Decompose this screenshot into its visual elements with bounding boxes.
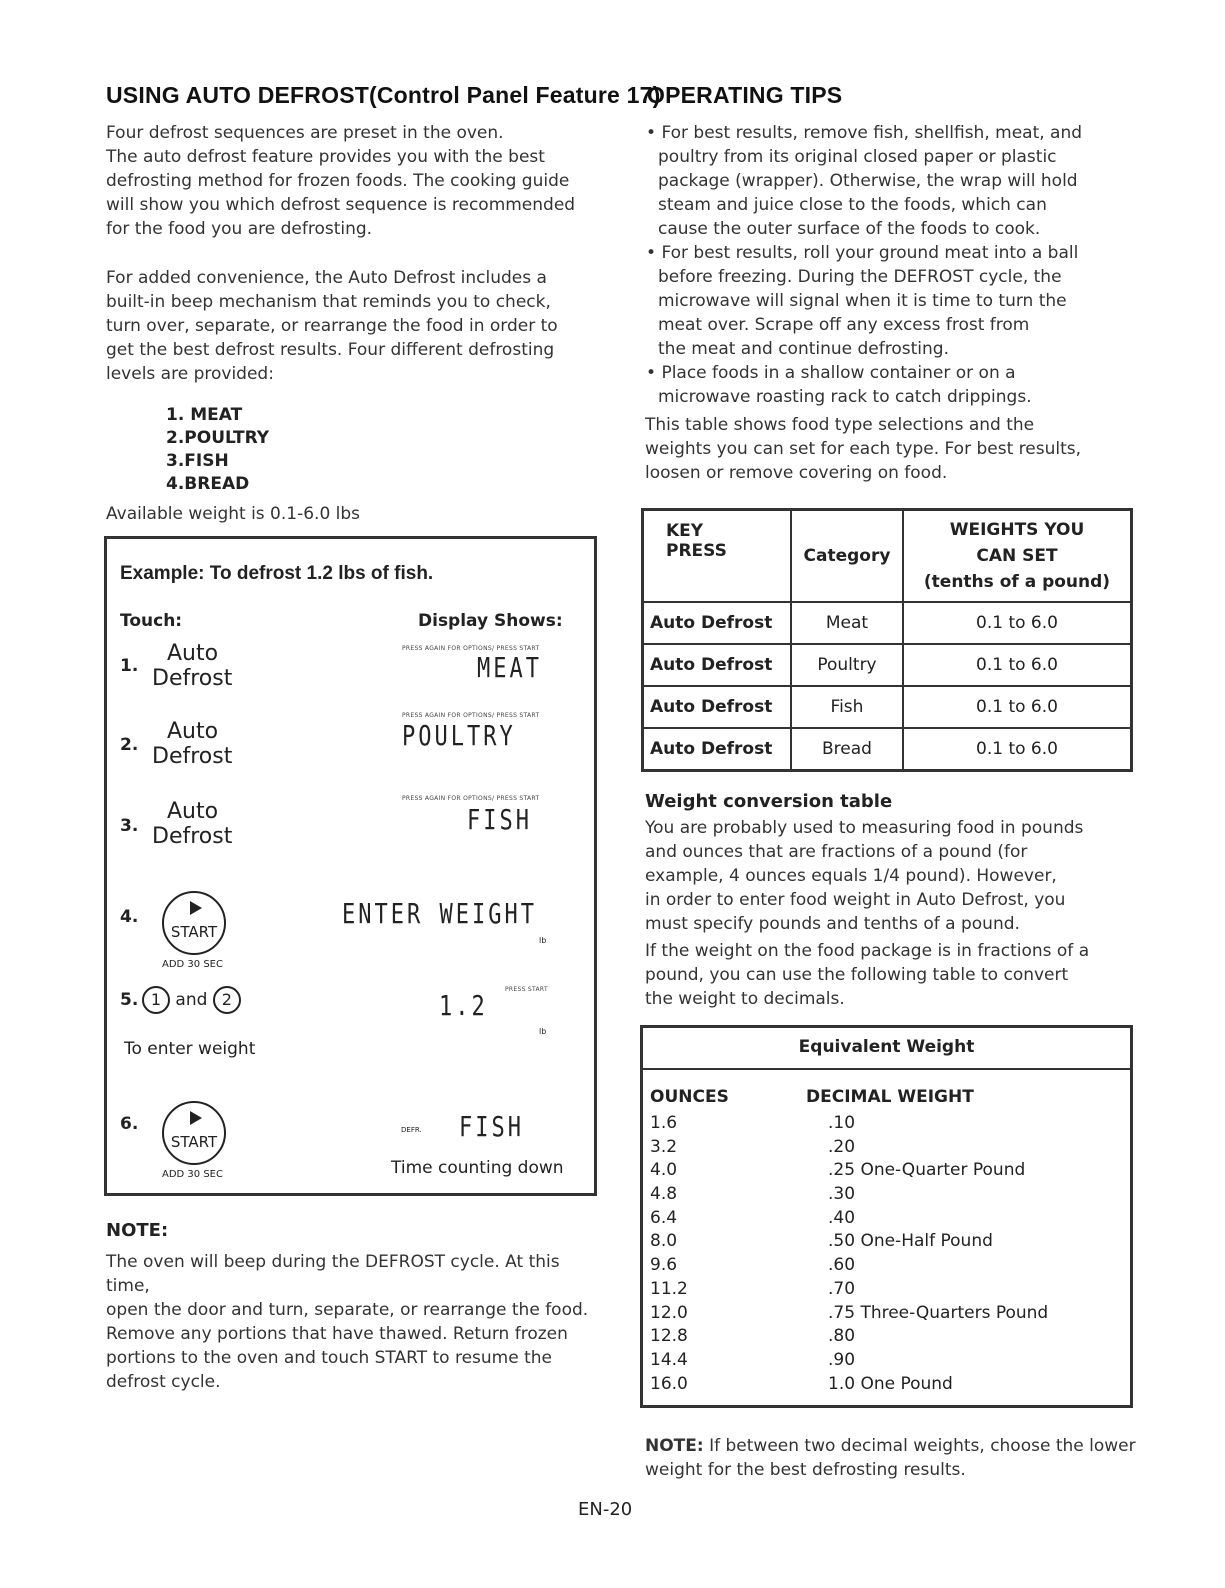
display-enter-weight: ENTER WEIGHT xyxy=(342,899,537,931)
table-row: 8.0 .50 One-Half Pound xyxy=(650,1231,993,1252)
table-row: 11.2 .70 xyxy=(650,1278,856,1299)
enter-weight-caption: To enter weight xyxy=(124,1039,256,1059)
display-meat: MEAT xyxy=(477,653,542,685)
table-row: 12.0 .75 Three-Quarters Pound xyxy=(650,1302,1049,1323)
convenience-paragraph: For added convenience, the Auto Defrost includes a built-in beep mechanism that reminds you to check, turn over, separate, or rearrange the food in order to get the best defrost results. Four different defrosting levels are provided: xyxy=(106,268,558,384)
table-row: 4.0 .25 One-Quarter Pound xyxy=(650,1160,1026,1181)
display-prompt: PRESS AGAIN FOR OPTIONS/ PRESS START xyxy=(402,712,540,719)
equivalent-weight-table xyxy=(640,1025,1133,1408)
touch-label: Touch: xyxy=(120,611,183,631)
step-number: 1. xyxy=(120,656,139,676)
column-header-ounces: OUNCES xyxy=(650,1087,729,1107)
table-row: 4.8 .30 xyxy=(650,1184,856,1205)
list-item: • Place foods in a shallow container or on a microwave roasting rack to catch drippings. xyxy=(646,363,1032,407)
list-item: 3.FISH xyxy=(166,451,229,471)
table-title: Equivalent Weight xyxy=(643,1028,1130,1070)
start-button[interactable]: START xyxy=(162,1101,226,1165)
table-row: 9.6 .60 xyxy=(650,1255,856,1276)
display-prompt: PRESS AGAIN FOR OPTIONS/ PRESS START xyxy=(402,645,540,652)
fractions-paragraph: If the weight on the food package is in fractions of a pound, you can use the following table to convert the weight to decimals. xyxy=(645,941,1090,1009)
table-row: Auto Defrost Bread 0.1 to 6.0 xyxy=(643,728,1132,771)
list-item: 4.BREAD xyxy=(166,474,250,494)
table-intro: This table shows food type selections and the weights you can set for each type. For best results, loosen or remove covering on food. xyxy=(645,415,1082,483)
equivalent-rows xyxy=(650,1112,1120,1396)
step-number: 4. xyxy=(120,907,139,927)
table-row: 16.0 1.0 One Pound xyxy=(650,1373,953,1394)
intro-paragraph: Four defrost sequences are preset in the oven. The auto defrost feature provides you with the best defrosting method for frozen foods. The cooking guide will show you which defrost sequence is recommended for the food you are defrosting. xyxy=(106,123,576,239)
table-row: 12.8 .80 xyxy=(650,1326,856,1347)
bottom-note: NOTE: If between two decimal weights, choose the lower weight for the best defrosting results. xyxy=(645,1436,1136,1480)
conversion-title: Weight conversion table xyxy=(645,791,893,812)
note-title: NOTE: xyxy=(106,1220,169,1241)
lb-unit: lb xyxy=(539,936,547,945)
defrost-levels-list xyxy=(166,404,269,496)
defr-indicator: DEFR. xyxy=(401,1126,422,1134)
countdown-caption: Time counting down xyxy=(391,1158,564,1178)
defrost-label: Defrost xyxy=(152,666,233,691)
lb-unit: lb xyxy=(539,1027,547,1036)
display-label: Display Shows: xyxy=(418,611,563,631)
table-row: 3.2 .20 xyxy=(650,1136,856,1157)
play-icon xyxy=(190,901,202,915)
step-number: 3. xyxy=(120,816,139,836)
list-item: 1. MEAT xyxy=(166,405,243,425)
table-row: 14.4 .90 xyxy=(650,1349,856,1370)
add-30-sec-label: ADD 30 SEC xyxy=(162,959,223,970)
step-number: 6. xyxy=(120,1114,139,1134)
add-30-sec-label: ADD 30 SEC xyxy=(162,1169,223,1180)
list-item: • For best results, remove fish, shellfish, meat, and poultry from its original closed paper or plastic package (wrapper). Otherwise, the wrap will hold steam and juice close to the foods, which can cause the outer surface of the foods to cook. xyxy=(646,123,1083,239)
example-title: Example: To defrost 1.2 lbs of fish. xyxy=(120,563,434,584)
column-header-decimal: DECIMAL WEIGHT xyxy=(806,1087,974,1107)
note-paragraph: The oven will beep during the DEFROST cycle. At this time, open the door and turn, separate, or rearrange the food. Remove any portions that have thawed. Return frozen portions to the oven and touch START to resume the defrost cycle. xyxy=(106,1252,589,1392)
conversion-paragraph: You are probably used to measuring food in pounds and ounces that are fractions of a pound (for example, 4 ounces equals 1/4 pound). However, in order to enter food weight in Auto Defrost, you must specify pounds and tenths of a pound. xyxy=(645,818,1084,934)
table-row: Auto Defrost Meat 0.1 to 6.0 xyxy=(643,602,1132,644)
press-start-prompt: PRESS START xyxy=(505,986,548,993)
auto-label: Auto xyxy=(167,799,219,824)
list-item: • For best results, roll your ground meat into a ball before freezing. During the DEFROST cycle, the microwave will signal when it is time to turn the meat over. Scrape off any excess frost from the meat and continue defrosting. xyxy=(646,243,1079,359)
start-button[interactable]: START xyxy=(162,891,226,955)
defrost-label: Defrost xyxy=(152,824,233,849)
step-number: 2. xyxy=(120,735,139,755)
play-icon xyxy=(190,1111,202,1125)
display-weight: 1.2 xyxy=(439,991,488,1023)
defrost-label: Defrost xyxy=(152,744,233,769)
key-1-button[interactable]: 1 xyxy=(142,986,170,1014)
table-row: 6.4 .40 xyxy=(650,1207,856,1228)
number-keys: 1 and 2 xyxy=(142,986,241,1014)
table-row: 1.6 .10 xyxy=(650,1113,856,1133)
available-weight: Available weight is 0.1-6.0 lbs xyxy=(106,504,361,524)
example-box xyxy=(104,536,597,1196)
page-number: EN-20 xyxy=(578,1499,633,1520)
section-heading-operating-tips: OPERATING TIPS xyxy=(647,82,843,108)
display-prompt: PRESS AGAIN FOR OPTIONS/ PRESS START xyxy=(402,795,540,802)
table-header-row: KEY PRESS Category WEIGHTS YOU CAN SET (tenths of a pound) xyxy=(643,510,1132,602)
key-press-table xyxy=(641,508,1133,772)
display-fish-countdown: FISH xyxy=(459,1112,524,1144)
display-poultry: POULTRY xyxy=(402,721,516,753)
auto-label: Auto xyxy=(167,719,219,744)
key-2-button[interactable]: 2 xyxy=(213,986,241,1014)
display-fish: FISH xyxy=(467,805,532,837)
table-row: Auto Defrost Fish 0.1 to 6.0 xyxy=(643,686,1132,728)
tips-list xyxy=(646,121,1116,409)
section-heading-auto-defrost: USING AUTO DEFROST(Control Panel Feature 17) xyxy=(106,82,661,108)
auto-label: Auto xyxy=(167,641,219,666)
step-number: 5. xyxy=(120,990,139,1010)
table-row: Auto Defrost Poultry 0.1 to 6.0 xyxy=(643,644,1132,686)
list-item: 2.POULTRY xyxy=(166,428,270,448)
